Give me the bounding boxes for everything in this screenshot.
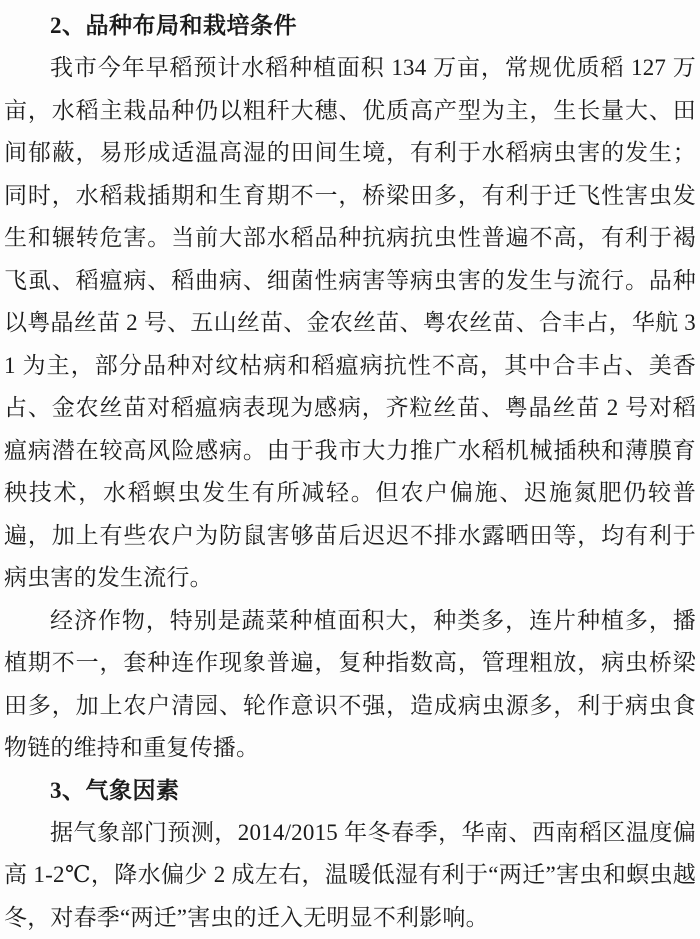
- paragraph-economic-crops: 经济作物，特别是蔬菜种植面积大，种类多，连片种植多，播植期不一，套种连作现象普遍，复种指数高，管理粗放，病虫桥梁田多，加上农户清园、轮作意识不强，造成病虫源多，利于病虫食物链的维持和重复传播。: [4, 600, 696, 770]
- heading-variety-layout-and-cultivation: 2、品种布局和栽培条件: [4, 5, 696, 47]
- heading-meteorological-factors: 3、气象因素: [4, 770, 696, 812]
- paragraph-rice-varieties-and-cultivation: 我市今年早稻预计水稻种植面积 134 万亩，常规优质稻 127 万亩，水稻主栽品种仍以粗秆大穗、优质高产型为主，生长量大、田间郁蔽，易形成适温高湿的田间生境，有利于水稻病虫害的发生；同时，水稻栽插期和生育期不一，桥梁田多，有利于迁飞性害虫发生和辗转危害。当前大部水稻品种抗病抗虫性普遍不高，有利于褐飞虱、稻瘟病、稻曲病、细菌性病害等病虫害的发生与流行。品种以粤晶丝苗 2 号、五山丝苗、金农丝苗、粤农丝苗、合丰占，华航 31 为主，部分品种对纹枯病和稻瘟病抗性不高，其中合丰占、美香占、金农丝苗对稻瘟病表现为感病，齐粒丝苗、粤晶丝苗 2 号对稻瘟病潜在较高风险感病。由于我市大力推广水稻机械插秧和薄膜育秧技术，水稻螟虫发生有所减轻。但农户偏施、迟施氮肥仍较普遍，加上有些农户为防鼠害够苗后迟迟不排水露晒田等，均有利于病虫害的发生流行。: [4, 47, 696, 600]
- paragraph-weather-forecast: 据气象部门预测，2014/2015 年冬春季，华南、西南稻区温度偏高 1-2℃，降水偏少 2 成左右，温暖低湿有利于“两迁”害虫和螟虫越冬，对春季“两迁”害虫的迁入无明显不利影响。: [4, 812, 696, 939]
